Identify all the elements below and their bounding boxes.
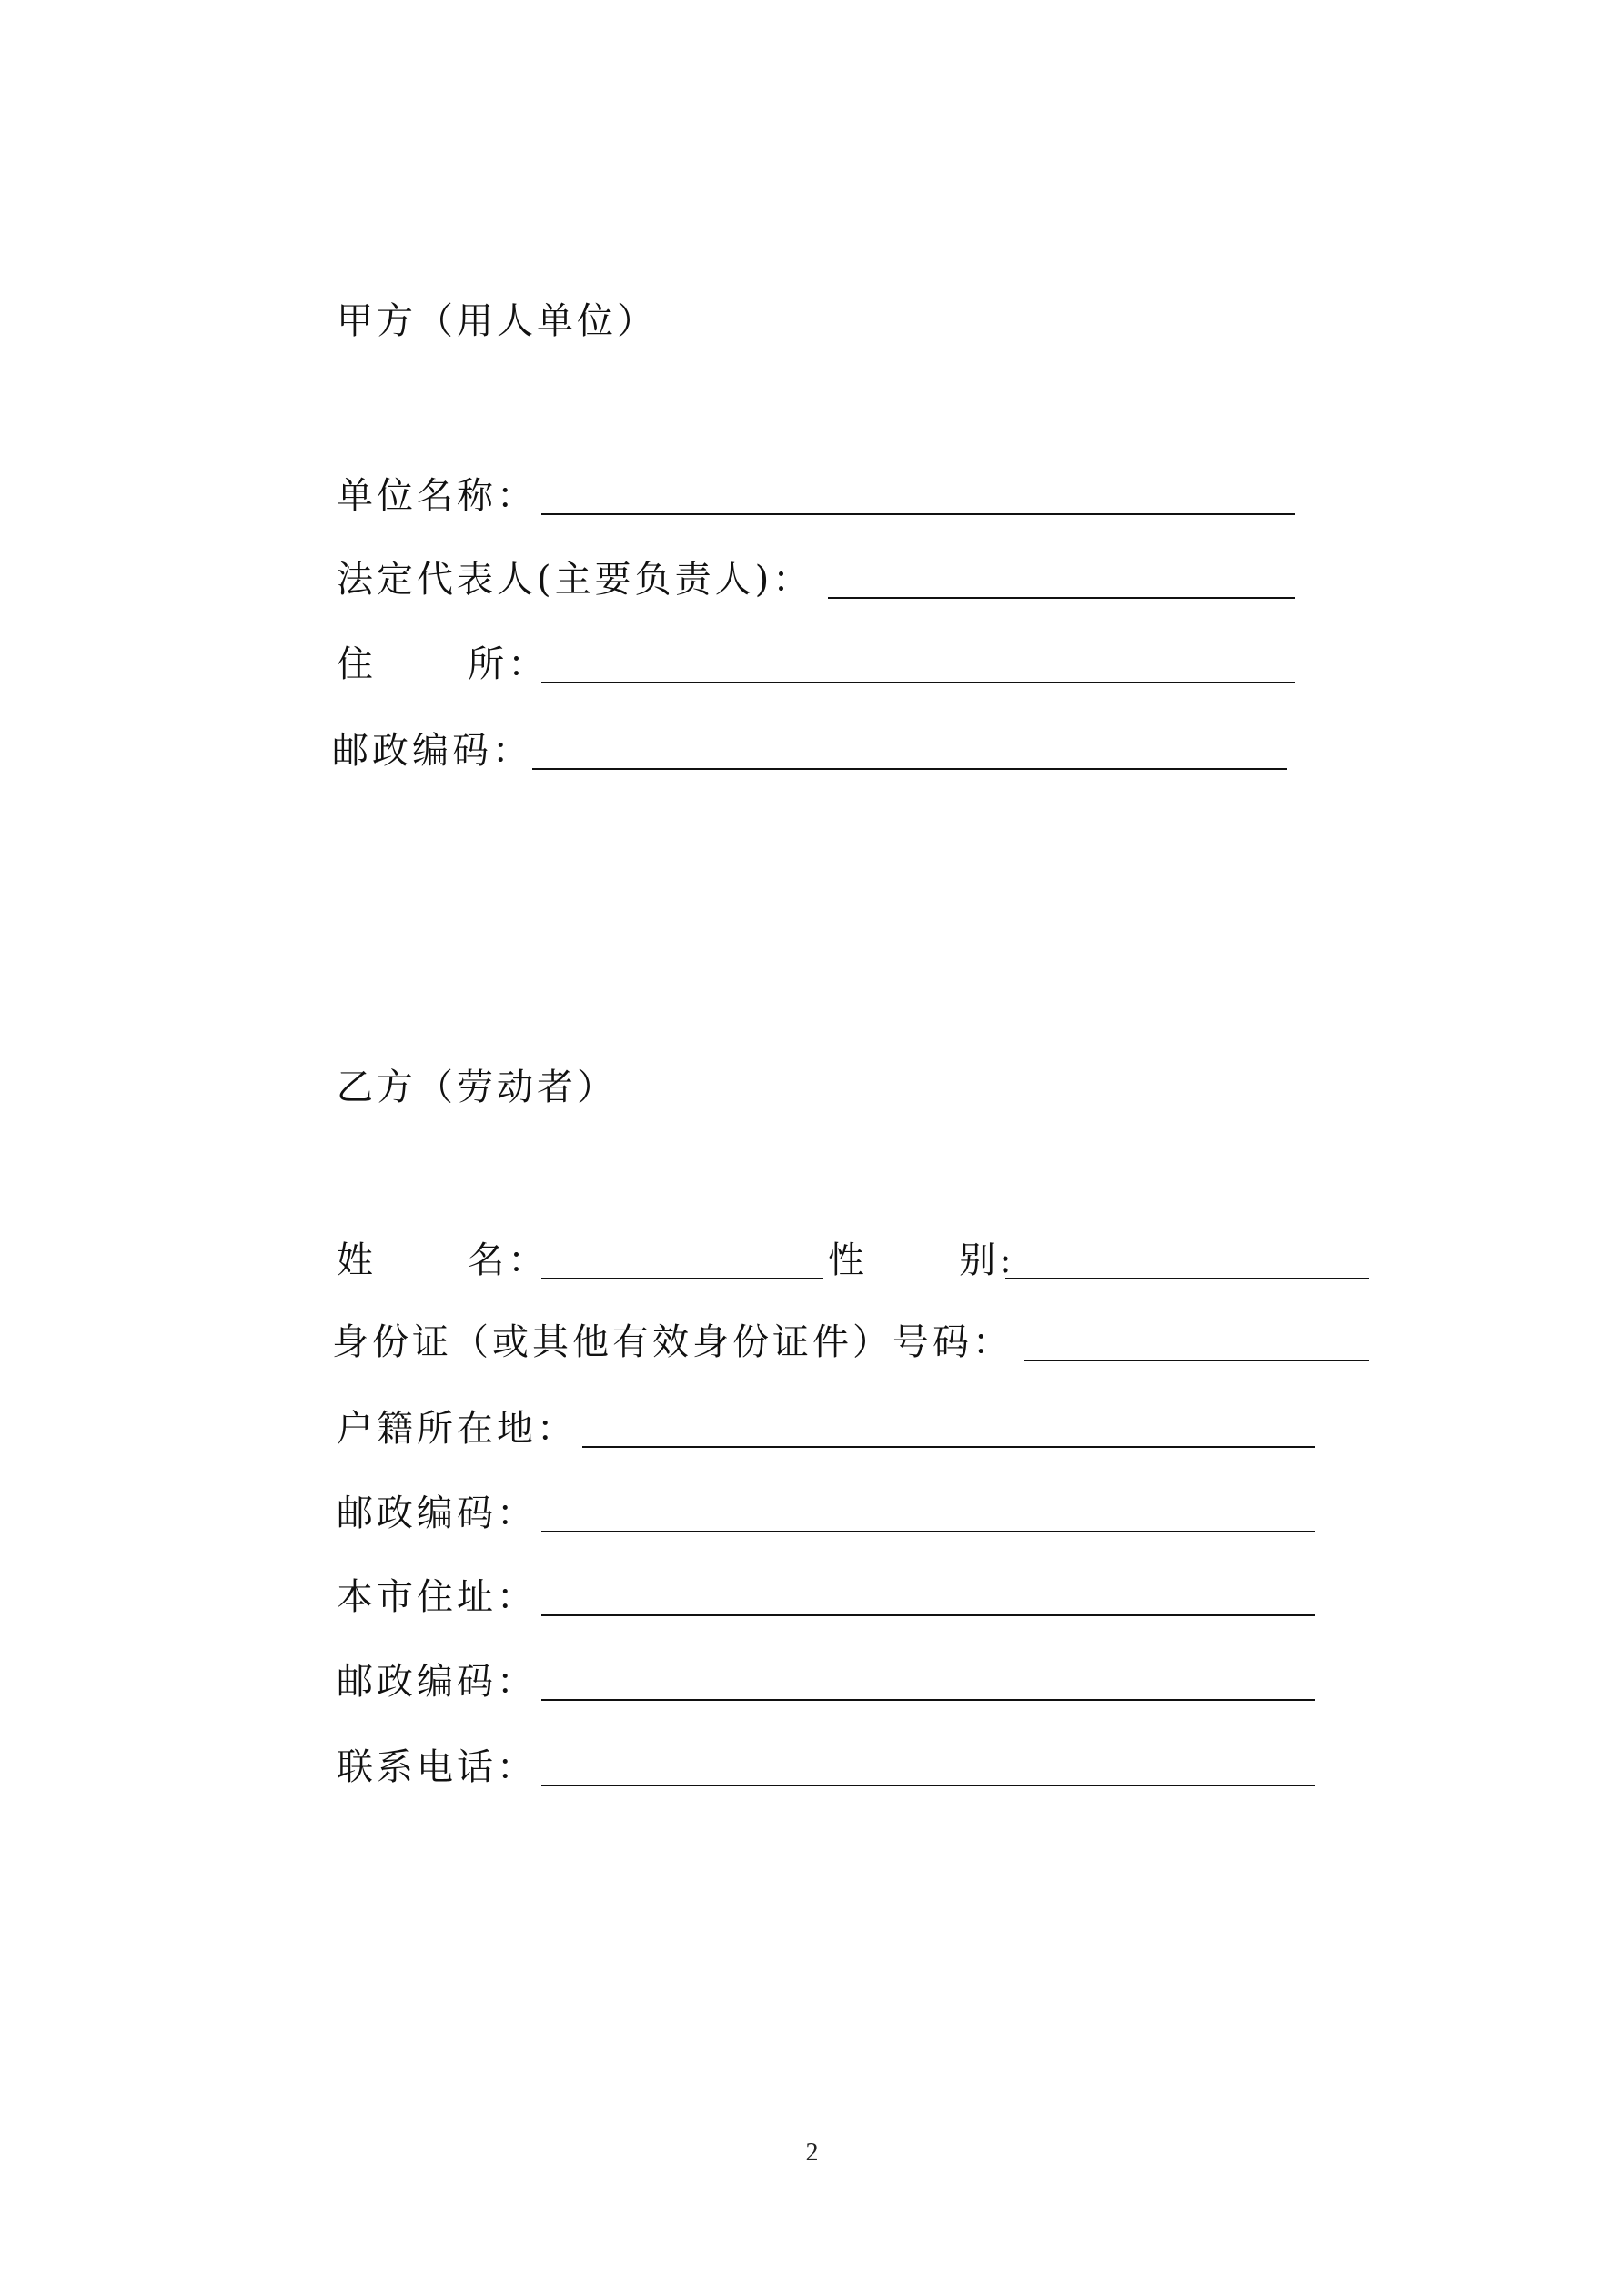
local-address-input-line[interactable] (541, 1614, 1315, 1616)
id-number-field (332, 1320, 1378, 1365)
party-b-postal-code-1-input-line[interactable] (541, 1531, 1315, 1532)
gender-input-line[interactable] (1005, 1278, 1369, 1279)
id-number-label: 身份证（或其他有效身份证件）号码： (332, 1321, 1013, 1363)
phone-input-line[interactable] (541, 1785, 1315, 1786)
local-address-field (337, 1574, 1337, 1620)
address-label: 住 所： (337, 643, 549, 685)
household-registration-field (337, 1406, 1337, 1451)
party-b-heading: 乙方（劳动者） (337, 1067, 617, 1108)
party-b-postal-code-2-input-line[interactable] (541, 1699, 1315, 1701)
id-number-input-line[interactable] (1024, 1360, 1369, 1361)
legal-rep-field (337, 557, 1292, 602)
party-b-postal-code-1-field (337, 1491, 1337, 1536)
party-a-heading: 甲方（用人单位） (337, 300, 657, 342)
unit-name-field (337, 473, 1292, 519)
phone-field (337, 1745, 1337, 1790)
unit-name-label: 单位名称： (337, 475, 537, 517)
household-registration-label: 户籍所在地： (337, 1408, 577, 1450)
phone-label: 联系电话： (337, 1746, 537, 1788)
name-input-line[interactable] (541, 1278, 823, 1279)
unit-name-input-line[interactable] (541, 513, 1295, 515)
address-input-line[interactable] (541, 682, 1295, 683)
local-address-label: 本市住址： (337, 1576, 537, 1618)
party-a-postal-code-field (332, 728, 1287, 774)
name-field (337, 1238, 1383, 1283)
legal-rep-label: 法定代表人(主要负责人)： (337, 559, 813, 601)
party-a-postal-code-label: 邮政编码： (332, 730, 532, 772)
party-a-postal-code-input-line[interactable] (532, 768, 1287, 770)
name-label: 姓 名： (337, 1239, 549, 1281)
party-b-postal-code-1-label: 邮政编码： (337, 1492, 537, 1534)
party-b-postal-code-2-field (337, 1659, 1337, 1704)
legal-rep-input-line[interactable] (828, 597, 1295, 599)
gender-label: 性 别: (828, 1239, 1015, 1281)
household-registration-input-line[interactable] (582, 1446, 1315, 1448)
party-b-postal-code-2-label: 邮政编码： (337, 1661, 537, 1703)
address-field (337, 642, 1292, 687)
page-number: 2 (805, 2139, 819, 2167)
